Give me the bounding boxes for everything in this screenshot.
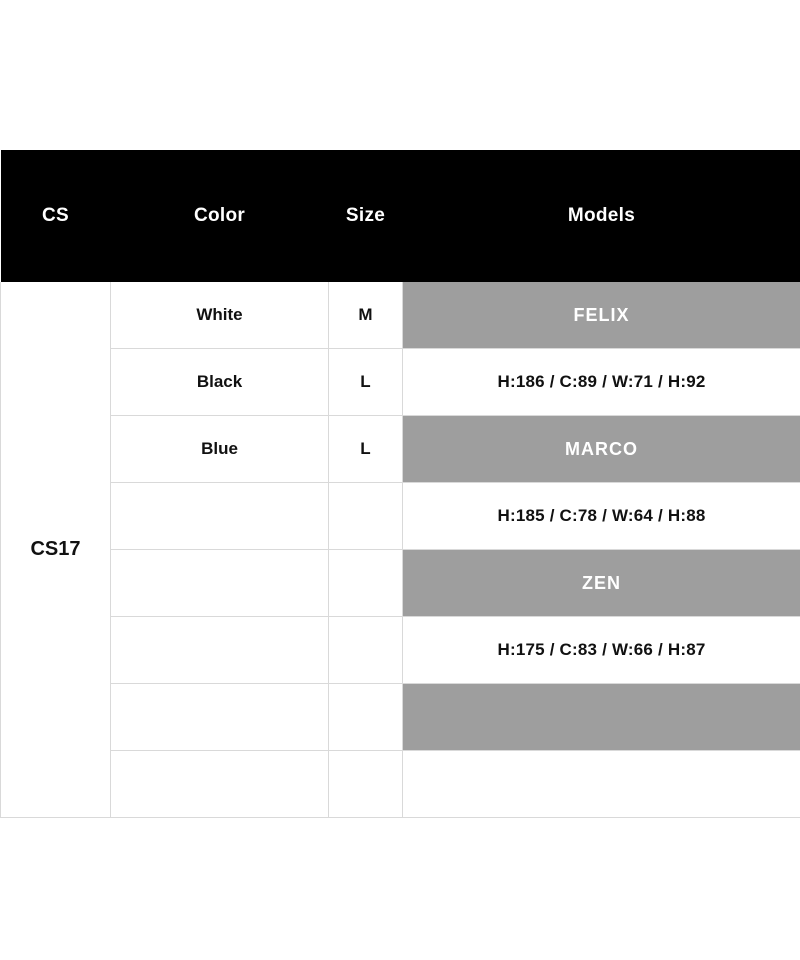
spec-sheet bbox=[0, 150, 800, 818]
model-cell bbox=[403, 751, 800, 818]
header-models: Models bbox=[403, 150, 800, 282]
size-cell: M bbox=[329, 282, 403, 349]
table-row bbox=[1, 282, 800, 349]
table-header bbox=[1, 150, 800, 282]
table-row bbox=[1, 751, 800, 818]
color-cell: Black bbox=[111, 349, 329, 416]
header-color: Color bbox=[111, 150, 329, 282]
model-cell: MARCO bbox=[403, 416, 800, 483]
header-row bbox=[1, 150, 800, 282]
cs-code-cell: CS17 bbox=[1, 282, 111, 818]
size-cell bbox=[329, 550, 403, 617]
table-row bbox=[1, 416, 800, 483]
table-body bbox=[1, 282, 800, 818]
size-cell bbox=[329, 751, 403, 818]
color-cell bbox=[111, 550, 329, 617]
product-spec-table bbox=[0, 150, 800, 818]
table-row bbox=[1, 483, 800, 550]
size-cell bbox=[329, 483, 403, 550]
model-cell: H:186 / C:89 / W:71 / H:92 bbox=[403, 349, 800, 416]
table-row bbox=[1, 617, 800, 684]
color-cell bbox=[111, 751, 329, 818]
table-row bbox=[1, 550, 800, 617]
color-cell bbox=[111, 617, 329, 684]
color-cell bbox=[111, 483, 329, 550]
model-cell: ZEN bbox=[403, 550, 800, 617]
color-cell: Blue bbox=[111, 416, 329, 483]
table-row bbox=[1, 349, 800, 416]
table-row bbox=[1, 684, 800, 751]
color-cell bbox=[111, 684, 329, 751]
header-cs: CS bbox=[1, 150, 111, 282]
size-cell: L bbox=[329, 416, 403, 483]
model-cell: H:175 / C:83 / W:66 / H:87 bbox=[403, 617, 800, 684]
size-cell bbox=[329, 684, 403, 751]
size-cell: L bbox=[329, 349, 403, 416]
model-cell: H:185 / C:78 / W:64 / H:88 bbox=[403, 483, 800, 550]
model-cell: FELIX bbox=[403, 282, 800, 349]
header-size: Size bbox=[329, 150, 403, 282]
size-cell bbox=[329, 617, 403, 684]
model-cell bbox=[403, 684, 800, 751]
color-cell: White bbox=[111, 282, 329, 349]
